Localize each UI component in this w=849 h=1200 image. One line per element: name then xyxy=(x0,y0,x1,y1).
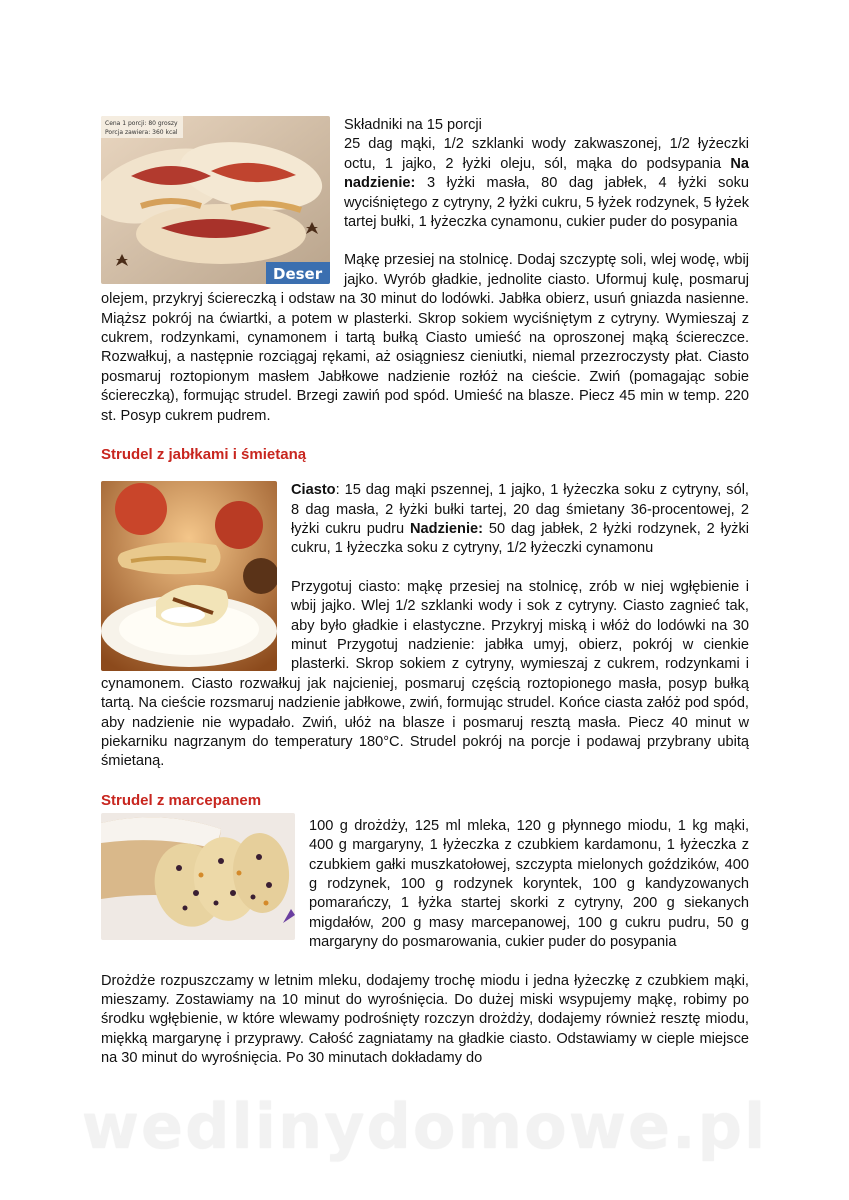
cream-strudel-photo xyxy=(101,481,277,671)
recipe2-dough-ingredients: : 15 dag mąki pszennej, 1 jajko, 1 łyżeczka soku z cytryny, sól, 8 dag masła, 2 łyżki bułki tartej, 20 dag śmietany 36-procentowej, 2 łyżki cukru pudru xyxy=(291,482,749,537)
stollen-slices-image xyxy=(101,813,295,940)
recipe-content xyxy=(101,116,749,1069)
apple-strudel-photo xyxy=(101,116,330,284)
strudel-slices-image xyxy=(101,116,330,284)
recipe1-instructions: Mąkę przesiej na stolnicę. Dodaj szczyptę soli, wlej wodę, wbij jajko. Wyrób gładkie, jednolite ciasto. Uformuj kulę, posmaruj olejem, przykryj ściereczką i odstaw na 30 minut do lodówki. Jabłka obierz, usuń gniazda nasienne. Miąższ pokrój na ćwiartki, a potem w plasterki. Skrop sokiem wyciśniętym z cytryny. Wymieszaj z cukrem, rodzynkami, cynamonem i tartą bułką Ciasto umieść na oproszonej mąką ściereczce. Rozwałkuj, a następnie rozciągaj rękami, aż osiągniesz cieniutki, niemal przezroczysty płat. Ciasto posmaruj roztopionym masłem Jabłkowe nadzienie rozłóż na cieście. Zwiń (pomagając sobie ściereczką), formując strudel. Brzegi zawiń pod spód. Umieść na blasze. Piecz 45 min w temp. 220 st. Posyp cukrem pudrem. xyxy=(101,252,749,424)
marzipan-strudel-photo xyxy=(101,813,295,940)
strudel-with-cream-image xyxy=(101,481,277,671)
dessert-badge: Deser xyxy=(273,265,323,283)
recipe3-title: Strudel z marcepanem xyxy=(101,791,262,809)
recipe2-filling-label: Nadzienie: xyxy=(410,520,483,537)
recipe1-filling-label: Na nadzienie: xyxy=(344,155,749,192)
recipe1-filling-ingredients: 3 łyżki masła, 80 dag jabłek, 4 łyżki soku wyciśniętego z cytryny, 2 łyżki cukru, 5 łyżek rodzynek, 5 łyżek tartej bułki, 1 łyżeczka cynamonu, cukier puder do posypania xyxy=(344,175,750,231)
recipe3-instructions: Drożdże rozpuszczamy w letnim mleku, dodajemy trochę miodu i jedna łyżeczkę z czubkiem mąki, mieszamy. Zostawiamy na 10 minut do wyrośnięcia. Do dużej miski wsypujemy mąkę, robimy po środku wgłębienie, w które wlewamy podrośnięty rozczyn drożdży, dodajemy również resztę miodu, miękką margarynę i przyprawy. Całość zagniatamy na gładkie ciasto. Odstawiamy w cieple miejsce na 30 minut do wyrośnięcia. Po 30 minutach dokładamy do xyxy=(101,972,749,1067)
recipe2-dough-label: Ciasto xyxy=(291,482,336,499)
recipe3-ingredients: 100 g drożdży, 125 ml mleka, 120 g płynnego miodu, 1 kg mąki, 400 g margaryny, 1 łyżeczka z czubkiem kardamonu, 1 łyżeczka z czubkiem gałki muszkatołowej, szczypta mielonych goździków, 400 g rodzynek, 100 g rodzynek koryntek, 100 g kandyzowanych pomarańczy, 1 łyżka startej skorki z cytryny, 200 g siekanych migdałów, 200 g masy marcepanowej, 100 g cukru pudru, 50 g margaryny do posmarowania, cukier puder do posypania xyxy=(309,817,749,951)
recipe1-ingredients-title: Składniki na 15 porcji xyxy=(344,117,482,133)
price-caption-line2: Porcja zawiera: 360 kcal xyxy=(105,129,178,136)
price-caption-line1: Cena 1 porcji: 80 groszy xyxy=(105,120,178,127)
recipe1-dough-ingredients: 25 dag mąki, 1/2 szklanki wody zakwaszonej, 1/2 łyżeczki octu, 1 jajko, 2 łyżki oleju, sól, mąka do podsypania xyxy=(344,136,749,172)
recipe2-filling-ingredients: 50 dag jabłek, 2 łyżki rodzynek, 2 łyżki cukru, 1 łyżeczka soku z cytryny, 1/2 łyżeczki cynamonu xyxy=(291,520,749,557)
recipe2-title: Strudel z jabłkami i śmietaną xyxy=(101,446,307,464)
recipe2-instructions: Przygotuj ciasto: mąkę przesiej na stolnicę, zrób w niej wgłębienie i wbij jajko. Wlej 1/2 szklanki wody i sok z cytryny. Ciasto zagnieć tak, aby było gładkie i elastyczne. Przykryj miską i włóż do lodówki na 30 minut Przygotuj nadzienie: jabłka umyj, obierz, pokrój w cienkie plasterki. Skrop sokiem z cytryny, wymieszaj z cukrem, rodzynkami i cynamonem. Ciasto rozwałkuj jak najcieniej, posmaruj częścią roztopionego masła, posyp bułką tartą. Na cieście rozsmaruj nadzienie jabłkowe, zwiń, formując strudel. Końce ciasta załóż pod spód, aby nadzienie nie wypadało. Zwiń, ułóż na blasze i posmaruj resztą masła. Piecz 40 minut w piekarniku nagrzanym do temperatury 180°C. Strudel pokrój na porcje i podawaj przybrany ubitą śmietaną. xyxy=(101,578,749,770)
watermark: wedlinydomowe.pl xyxy=(81,1090,768,1163)
